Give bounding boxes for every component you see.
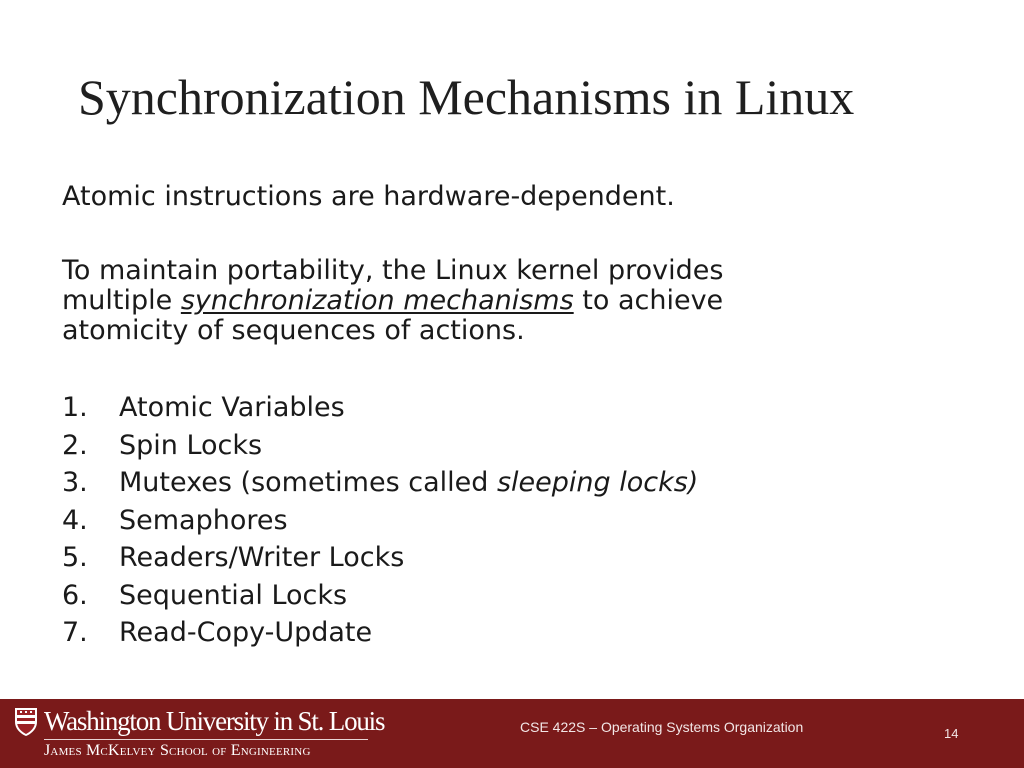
list-item-number: 3.: [62, 467, 88, 498]
university-logo: [14, 705, 385, 763]
list-item-text: Mutexes (sometimes called: [119, 467, 497, 498]
list-item-number: 2.: [62, 429, 88, 461]
footer-bar: [0, 699, 1024, 768]
list-item-number: 7.: [62, 617, 88, 648]
term-synchronization-mechanisms: synchronization mechanisms: [180, 285, 574, 316]
paragraph-line-3: atomicity of sequences of actions.: [62, 315, 525, 346]
list-item-text: Read-Copy-Update: [119, 617, 373, 648]
university-shield-icon: [14, 707, 38, 737]
list-item-text: Atomic Variables: [119, 392, 345, 423]
list-item-text: Spin Locks: [119, 429, 263, 461]
list-item: [62, 614, 698, 652]
school-name: James McKelvey School of Engineering: [44, 742, 311, 759]
slide-title: Synchronization Mechanisms in Linux: [78, 69, 855, 125]
paragraph-line-2-after: to achieve: [573, 285, 724, 316]
list-item-text: Sequential Locks: [119, 579, 348, 611]
list-item-number: 4.: [62, 504, 88, 536]
paragraph-line-1: To maintain portability, the Linux kernel provides: [62, 255, 724, 286]
logo-divider: [44, 739, 368, 740]
page-number: 14: [944, 726, 959, 741]
list-item: [62, 389, 698, 427]
list-item: [62, 502, 698, 540]
mechanism-list: [62, 389, 698, 652]
list-item: [62, 539, 698, 577]
paragraph-hardware: Atomic instructions are hardware-dependent.: [62, 181, 675, 212]
list-item-number: 6.: [62, 579, 88, 611]
list-item-number: 5.: [62, 542, 88, 573]
list-item-text: Semaphores: [119, 504, 288, 536]
list-item: [62, 427, 698, 465]
university-wordmark: Washington University in St. Louis: [44, 706, 385, 736]
list-item: [62, 464, 698, 502]
list-item-number: 1.: [62, 392, 88, 423]
list-item-text: Readers/Writer Locks: [119, 542, 405, 573]
course-title: CSE 422S – Operating Systems Organization: [520, 719, 804, 735]
list-item-emphasis: sleeping locks): [496, 467, 699, 498]
paragraph-line-2: [62, 286, 922, 316]
paragraph-line-2-before: multiple: [62, 285, 181, 316]
list-item: [62, 577, 698, 615]
paragraph-portability: [62, 256, 922, 346]
